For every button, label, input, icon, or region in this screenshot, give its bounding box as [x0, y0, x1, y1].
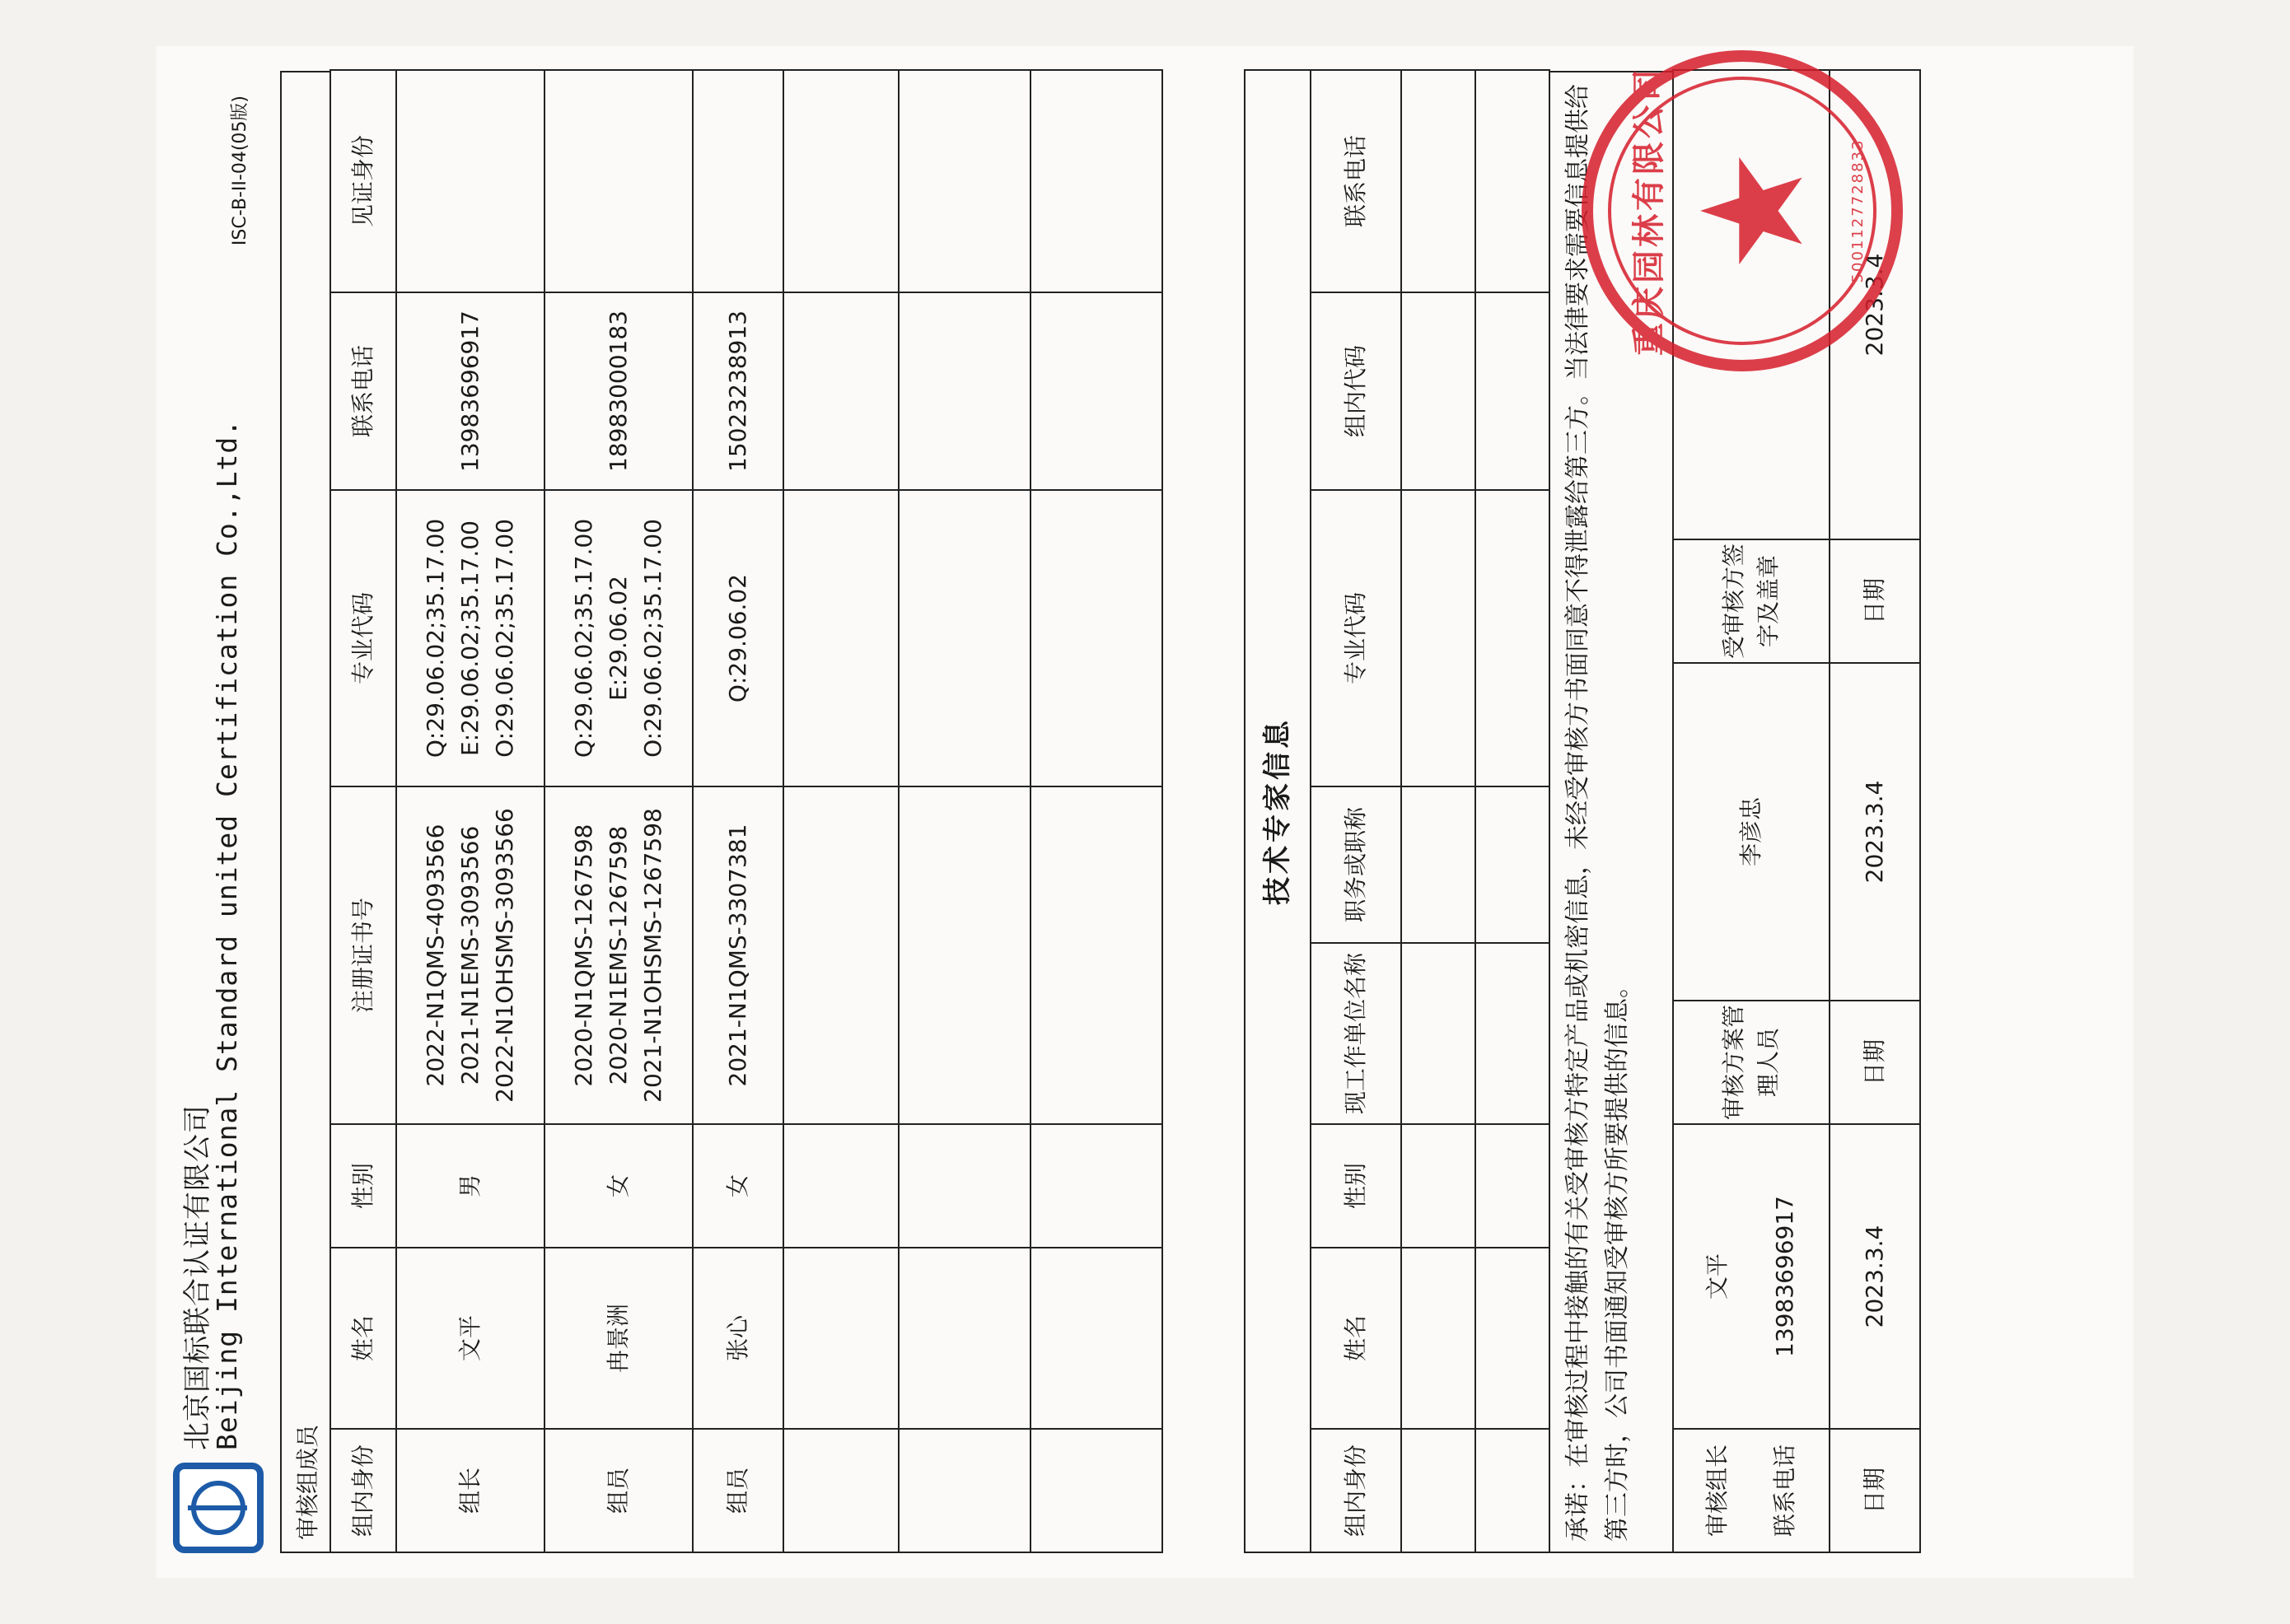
date-label: 日期 — [1830, 539, 1920, 663]
plan-signature: 李彦忠 — [1673, 663, 1830, 1001]
empty-row — [1030, 70, 1162, 1552]
col-header: 组内身份 — [330, 1429, 396, 1552]
specialty-code: O:29.06.02;35.17.00 — [491, 519, 518, 758]
witness-cell — [396, 70, 544, 292]
col-header: 注册证书号 — [330, 786, 396, 1124]
cert-number: 2021-N1OHSMS-1267598 — [639, 808, 666, 1103]
col-header: 组内代码 — [1311, 292, 1401, 490]
date-value: 2023.3.4 — [1830, 70, 1920, 539]
leader-value — [1673, 1124, 1830, 1429]
cert-cell — [693, 786, 783, 1124]
witness-cell — [544, 70, 693, 292]
table-row — [396, 70, 544, 1552]
cert-number: 2021-N1EMS-3093566 — [456, 825, 484, 1085]
col-header: 专业代码 — [1311, 490, 1401, 786]
specialty-code: Q:29.06.02 — [724, 573, 751, 703]
cert-cell — [544, 786, 693, 1124]
name-cell: 文平 — [396, 1248, 544, 1429]
col-header: 组内身份 — [1311, 1429, 1401, 1552]
leader-phone: 13983696917 — [1771, 1196, 1798, 1357]
cert-number: 2022-N1QMS-4093566 — [422, 824, 449, 1087]
company-logo — [173, 1463, 264, 1553]
cert-number: 2020-N1EMS-1267598 — [605, 825, 632, 1085]
confidentiality-pledge: 承诺：在审核过程中接触的有关受审核方特定产品或机密信息，未经受审核方书面同意不得泄露给第三方。当法律要求需要信息提供给第三方时，公司书面通知受审核方所要提供的信息。 — [1549, 71, 1672, 1553]
phone-label: 联系电话 — [1771, 1444, 1798, 1538]
code-cell — [396, 490, 544, 786]
empty-row — [899, 70, 1030, 1552]
expert-title-row — [1245, 70, 1311, 1552]
gender-cell: 女 — [693, 1124, 783, 1248]
gender-cell: 男 — [396, 1124, 544, 1248]
cert-number: 2022-N1OHSMS-3093566 — [491, 808, 518, 1103]
role-cell: 组员 — [544, 1429, 693, 1552]
document-page — [157, 46, 2133, 1578]
date-value: 2023.3.4 — [1830, 1124, 1920, 1429]
col-header: 专业代码 — [330, 490, 396, 786]
phone-cell: 15023238913 — [693, 292, 783, 490]
expert-section-title: 技术专家信息 — [1245, 70, 1311, 1552]
role-cell: 组员 — [693, 1429, 783, 1552]
col-header: 性别 — [330, 1124, 396, 1248]
name-cell: 冉景洲 — [544, 1248, 693, 1429]
company-name-en: Beijing International Standard united Certification Co.,Ltd. — [211, 418, 243, 1450]
leader-label-text: 审核组长 — [1703, 1444, 1731, 1538]
specialty-code: Q:29.06.02;35.17.00 — [422, 518, 449, 758]
col-header: 姓名 — [330, 1248, 396, 1429]
code-cell — [544, 490, 693, 786]
client-label: 受审核方签字及盖章 — [1673, 539, 1830, 663]
audit-team-title: 审核组成员 — [280, 71, 329, 1553]
specialty-code: Q:29.06.02;35.17.00 — [570, 518, 597, 758]
cert-cell — [396, 786, 544, 1124]
specialty-code: E:29.06.02;35.17.00 — [456, 520, 484, 756]
cert-number: 2020-N1QMS-1267598 — [570, 824, 597, 1087]
date-value: 2023.3.4 — [1830, 663, 1920, 1001]
specialty-code: E:29.06.02 — [605, 576, 632, 701]
phone-cell: 18983000183 — [544, 292, 693, 490]
code-cell — [693, 490, 783, 786]
col-header: 职务或职称 — [1311, 786, 1401, 943]
table-row — [693, 70, 783, 1552]
col-header: 联系电话 — [330, 292, 396, 490]
date-label: 日期 — [1830, 1429, 1920, 1552]
table-header-row — [1311, 70, 1401, 1552]
col-header: 现工作单位名称 — [1311, 943, 1401, 1124]
name-cell: 张心 — [693, 1248, 783, 1429]
col-header: 联系电话 — [1311, 70, 1401, 292]
empty-row — [1401, 70, 1475, 1552]
empty-row — [783, 70, 899, 1552]
seal-number: 5001127728833 — [1849, 138, 1867, 283]
cert-number: 2021-N1QMS-3307381 — [724, 824, 751, 1087]
plan-label: 审核方案管理人员 — [1673, 1001, 1830, 1124]
col-header: 见证身份 — [330, 70, 396, 292]
document-number: ISC-B-II-04(05版) — [230, 96, 250, 246]
letterhead — [173, 71, 297, 1553]
seal-text: 重庆园林有限公司 — [1630, 66, 1668, 356]
leader-label — [1673, 1429, 1830, 1552]
col-header: 姓名 — [1311, 1248, 1401, 1429]
empty-row — [1475, 70, 1549, 1552]
col-header: 性别 — [1311, 1124, 1401, 1248]
audit-team-table — [329, 69, 1163, 1553]
table-header-row — [330, 70, 396, 1552]
table-row — [544, 70, 693, 1552]
gender-cell: 女 — [544, 1124, 693, 1248]
leader-name: 文平 — [1703, 1253, 1731, 1300]
expert-table — [1244, 69, 1550, 1553]
company-name-cn: 北京国标联合认证有限公司 — [181, 1104, 214, 1450]
witness-cell — [693, 70, 783, 292]
company-seal — [1582, 50, 1903, 371]
phone-cell: 13983696917 — [396, 292, 544, 490]
date-label: 日期 — [1830, 1001, 1920, 1124]
role-cell: 组长 — [396, 1429, 544, 1552]
specialty-code: O:29.06.02;35.17.00 — [639, 519, 666, 758]
star-icon: ★ — [1672, 147, 1835, 274]
